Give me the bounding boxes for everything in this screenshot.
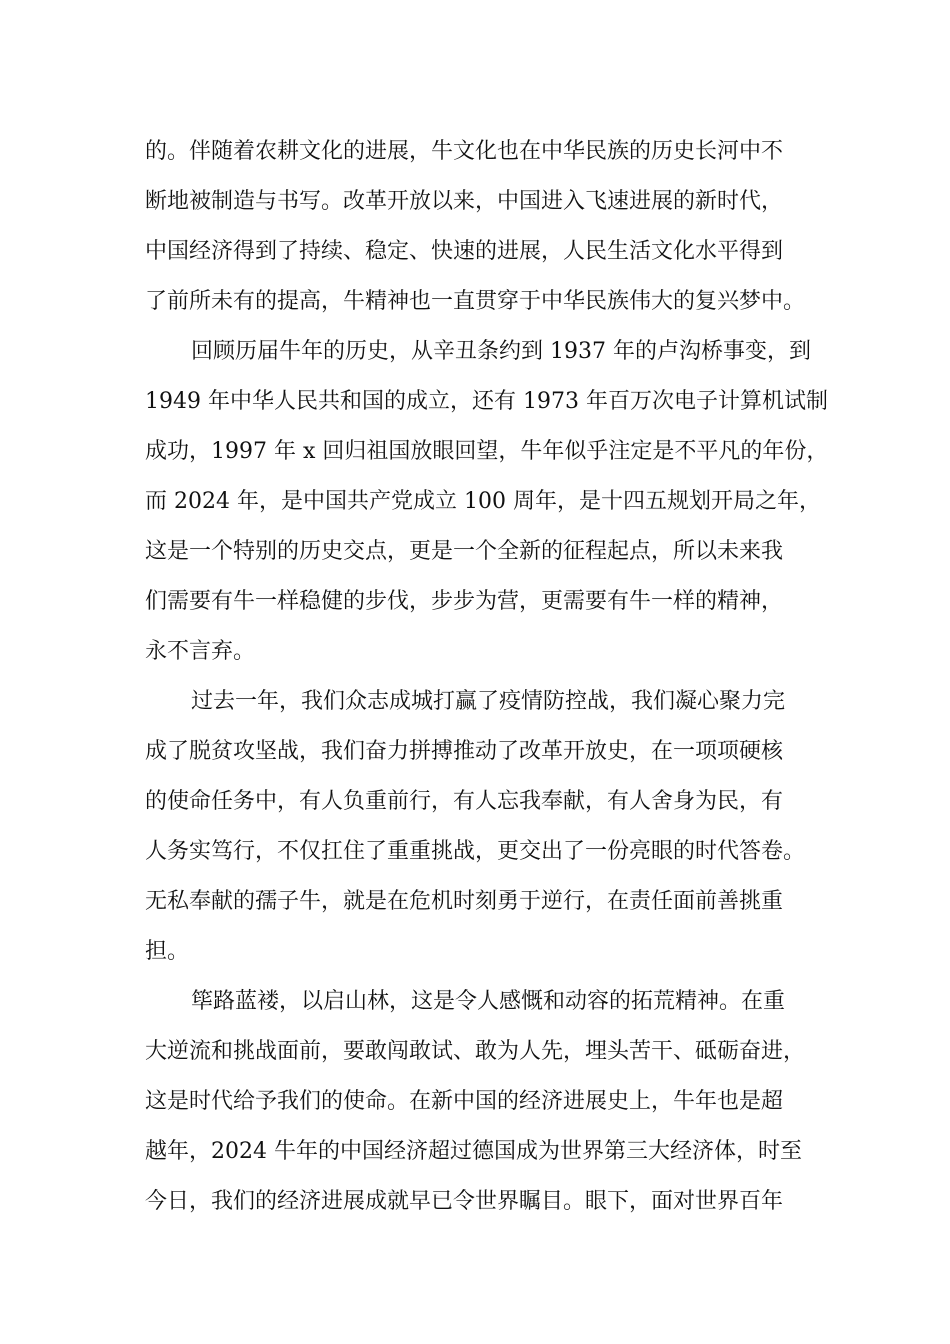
text-line: 这是一个特别的历史交点，更是一个全新的征程起点，所以未来我 [145, 539, 784, 564]
text-line: 人务实笃行，不仅扛住了重重挑战，更交出了一份亮眼的时代答卷。 [145, 839, 806, 864]
paragraph-first-line: 回顾历届牛年的历史，从辛丑条约到 1937 年的卢沟桥事变，到 [191, 339, 811, 364]
text-line: 而 2024 年，是中国共产党成立 100 周年，是十四五规划开局之年， [145, 489, 821, 514]
text-line: 成功，1997 年 x 回归祖国放眼回望，牛年似乎注定是不平凡的年份， [145, 439, 829, 464]
text-line: 这是时代给予我们的使命。在新中国的经济进展史上，牛年也是超 [145, 1089, 784, 1114]
text-line: 大逆流和挑战面前，要敢闯敢试、敢为人先，埋头苦干、砥砺奋进， [145, 1039, 806, 1064]
text-line: 担。 [145, 939, 190, 964]
paragraph-first-line: 筚路蓝褛，以启山林，这是令人感慨和动容的拓荒精神。在重 [191, 989, 786, 1014]
text-line: 的。伴随着农耕文化的进展，牛文化也在中华民族的历史长河中不 [145, 139, 784, 164]
text-line: 中国经济得到了持续、稳定、快速的进展，人民生活文化水平得到 [145, 239, 784, 264]
text-line: 成了脱贫攻坚战，我们奋力拼搏推动了改革开放史，在一项项硬核 [145, 739, 784, 764]
text-line: 永不言弃。 [145, 639, 256, 664]
text-line: 今日，我们的经济进展成就早已令世界瞩目。眼下，面对世界百年 [145, 1189, 784, 1214]
paragraph-first-line: 过去一年，我们众志成城打赢了疫情防控战，我们凝心聚力完 [191, 689, 786, 714]
text-line: 越年，2024 牛年的中国经济超过德国成为世界第三大经济体，时至 [145, 1139, 802, 1164]
text-line: 断地被制造与书写。改革开放以来，中国进入飞速进展的新时代， [145, 189, 784, 214]
text-line: 了前所未有的提高，牛精神也一直贯穿于中华民族伟大的复兴梦中。 [145, 289, 806, 314]
text-line: 们需要有牛一样稳健的步伐，步步为营，更需要有牛一样的精神， [145, 589, 784, 614]
text-line: 无私奉献的孺子牛，就是在危机时刻勇于逆行，在责任面前善挑重 [145, 889, 784, 914]
text-line: 1949 年中华人民共和国的成立，还有 1973 年百万次电子计算机试制 [145, 389, 828, 414]
text-line: 的使命任务中，有人负重前行，有人忘我奉献，有人舍身为民，有 [145, 789, 784, 814]
